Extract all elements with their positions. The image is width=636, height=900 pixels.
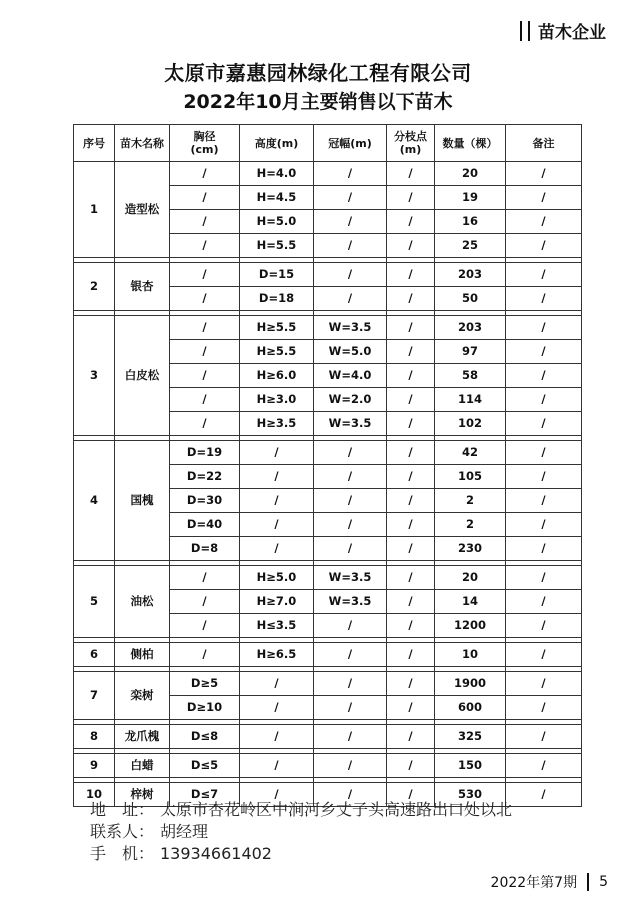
row-number: 10 xyxy=(74,783,115,807)
row-number: 3 xyxy=(74,316,115,436)
remark-cell: / xyxy=(506,537,582,561)
height-cell: H=5.0 xyxy=(240,210,314,234)
branch-point-cell: / xyxy=(387,210,435,234)
height-cell: H≥5.5 xyxy=(240,340,314,364)
branch-point-cell: / xyxy=(387,287,435,311)
crown-cell: W=3.5 xyxy=(314,590,387,614)
dbh-cell: / xyxy=(170,412,240,436)
crown-cell: / xyxy=(314,186,387,210)
phone-value: 13934661402 xyxy=(160,844,272,863)
seedling-name: 油松 xyxy=(115,566,170,638)
dbh-cell: / xyxy=(170,287,240,311)
height-cell: H≥5.0 xyxy=(240,566,314,590)
quantity-cell: 150 xyxy=(435,754,506,778)
address-label: 地 址： xyxy=(90,800,155,819)
quantity-cell: 20 xyxy=(435,566,506,590)
remark-cell: / xyxy=(506,696,582,720)
branch-point-cell: / xyxy=(387,513,435,537)
crown-cell: W=4.0 xyxy=(314,364,387,388)
remark-cell: / xyxy=(506,210,582,234)
branch-point-cell: / xyxy=(387,465,435,489)
crown-cell: / xyxy=(314,513,387,537)
dbh-cell: D=19 xyxy=(170,441,240,465)
section-tag-label: 苗木企业 xyxy=(538,23,606,43)
col-header: 高度(m) xyxy=(240,125,314,162)
contact-person-line xyxy=(90,819,208,842)
quantity-cell: 58 xyxy=(435,364,506,388)
crown-cell: / xyxy=(314,234,387,258)
crown-cell: W=5.0 xyxy=(314,340,387,364)
height-cell: / xyxy=(240,513,314,537)
branch-point-cell: / xyxy=(387,754,435,778)
remark-cell: / xyxy=(506,340,582,364)
quantity-cell: 230 xyxy=(435,537,506,561)
table-row xyxy=(74,316,582,340)
col-header: 序号 xyxy=(74,125,115,162)
dbh-cell: / xyxy=(170,388,240,412)
company-title: 太原市嘉惠园林绿化工程有限公司 xyxy=(164,61,472,85)
crown-cell: / xyxy=(314,465,387,489)
height-cell: H=4.0 xyxy=(240,162,314,186)
remark-cell: / xyxy=(506,614,582,638)
remark-cell: / xyxy=(506,513,582,537)
quantity-cell: 600 xyxy=(435,696,506,720)
crown-cell: / xyxy=(314,287,387,311)
remark-cell: / xyxy=(506,263,582,287)
remark-cell: / xyxy=(506,489,582,513)
dbh-cell: / xyxy=(170,186,240,210)
quantity-cell: 1200 xyxy=(435,614,506,638)
height-cell: / xyxy=(240,489,314,513)
dbh-cell: / xyxy=(170,210,240,234)
quantity-cell: 105 xyxy=(435,465,506,489)
dbh-cell: D=22 xyxy=(170,465,240,489)
address-line xyxy=(90,797,512,820)
seedling-name: 龙爪槐 xyxy=(115,725,170,749)
dbh-cell: / xyxy=(170,162,240,186)
quantity-cell: 325 xyxy=(435,725,506,749)
remark-cell: / xyxy=(506,643,582,667)
remark-cell: / xyxy=(506,754,582,778)
remark-cell: / xyxy=(506,388,582,412)
remark-cell: / xyxy=(506,590,582,614)
crown-cell: / xyxy=(314,537,387,561)
sales-subtitle: 2022年10月主要销售以下苗木 xyxy=(183,91,453,113)
quantity-cell: 10 xyxy=(435,643,506,667)
row-number: 4 xyxy=(74,441,115,561)
quantity-cell: 50 xyxy=(435,287,506,311)
remark-cell: / xyxy=(506,316,582,340)
quantity-cell: 203 xyxy=(435,263,506,287)
crown-cell: / xyxy=(314,754,387,778)
crown-cell: / xyxy=(314,210,387,234)
crown-cell: / xyxy=(314,696,387,720)
height-cell: H=4.5 xyxy=(240,186,314,210)
quantity-cell: 19 xyxy=(435,186,506,210)
phone-line xyxy=(90,841,272,864)
row-number: 2 xyxy=(74,263,115,311)
table-row xyxy=(74,441,582,465)
col-header: 数量（棵） xyxy=(435,125,506,162)
branch-point-cell: / xyxy=(387,783,435,807)
col-header: 冠幅(m) xyxy=(314,125,387,162)
phone-label: 手 机： xyxy=(90,844,155,863)
height-cell: H≤3.5 xyxy=(240,614,314,638)
dbh-cell: D=40 xyxy=(170,513,240,537)
remark-cell: / xyxy=(506,234,582,258)
branch-point-cell: / xyxy=(387,590,435,614)
seedling-name: 国槐 xyxy=(115,441,170,561)
height-cell: H≥7.0 xyxy=(240,590,314,614)
height-cell: / xyxy=(240,672,314,696)
quantity-cell: 2 xyxy=(435,489,506,513)
remark-cell: / xyxy=(506,412,582,436)
branch-point-cell: / xyxy=(387,441,435,465)
branch-point-cell: / xyxy=(387,672,435,696)
height-cell: / xyxy=(240,725,314,749)
remark-cell: / xyxy=(506,465,582,489)
dbh-cell: / xyxy=(170,614,240,638)
quantity-cell: 1900 xyxy=(435,672,506,696)
dbh-cell: / xyxy=(170,643,240,667)
remark-cell: / xyxy=(506,672,582,696)
height-cell: H≥3.5 xyxy=(240,412,314,436)
dbh-cell: / xyxy=(170,263,240,287)
table-header-row xyxy=(74,125,582,162)
quantity-cell: 114 xyxy=(435,388,506,412)
height-cell: H≥6.5 xyxy=(240,643,314,667)
quantity-cell: 14 xyxy=(435,590,506,614)
quantity-cell: 530 xyxy=(435,783,506,807)
row-number: 8 xyxy=(74,725,115,749)
seedling-table xyxy=(73,124,582,807)
quantity-cell: 102 xyxy=(435,412,506,436)
dbh-cell: / xyxy=(170,590,240,614)
page-footer xyxy=(491,872,608,892)
dbh-cell: / xyxy=(170,340,240,364)
dbh-cell: D=30 xyxy=(170,489,240,513)
branch-point-cell: / xyxy=(387,186,435,210)
seedling-name: 梓树 xyxy=(115,783,170,807)
row-number: 5 xyxy=(74,566,115,638)
remark-cell: / xyxy=(506,162,582,186)
height-cell: H=5.5 xyxy=(240,234,314,258)
branch-point-cell: / xyxy=(387,412,435,436)
person-label: 联系人： xyxy=(90,822,155,841)
branch-point-cell: / xyxy=(387,364,435,388)
table-row xyxy=(74,263,582,287)
height-cell: H≥3.0 xyxy=(240,388,314,412)
quantity-cell: 97 xyxy=(435,340,506,364)
remark-cell: / xyxy=(506,364,582,388)
quantity-cell: 2 xyxy=(435,513,506,537)
dbh-cell: / xyxy=(170,364,240,388)
row-number: 1 xyxy=(74,162,115,258)
double-bar-icon xyxy=(520,21,530,41)
crown-cell: W=3.5 xyxy=(314,316,387,340)
quantity-cell: 16 xyxy=(435,210,506,234)
branch-point-cell: / xyxy=(387,725,435,749)
table-row xyxy=(74,754,582,778)
remark-cell: / xyxy=(506,566,582,590)
remark-cell: / xyxy=(506,287,582,311)
crown-cell: W=3.5 xyxy=(314,566,387,590)
branch-point-cell: / xyxy=(387,340,435,364)
crown-cell: / xyxy=(314,672,387,696)
height-cell: H≥5.5 xyxy=(240,316,314,340)
crown-cell: / xyxy=(314,489,387,513)
branch-point-cell: / xyxy=(387,234,435,258)
dbh-cell: D≥10 xyxy=(170,696,240,720)
branch-point-cell: / xyxy=(387,614,435,638)
branch-point-cell: / xyxy=(387,489,435,513)
seedling-name: 白皮松 xyxy=(115,316,170,436)
col-header: 苗木名称 xyxy=(115,125,170,162)
page-number: 5 xyxy=(599,874,608,890)
row-number: 9 xyxy=(74,754,115,778)
branch-point-cell: / xyxy=(387,537,435,561)
dbh-cell: D=8 xyxy=(170,537,240,561)
height-cell: / xyxy=(240,754,314,778)
crown-cell: / xyxy=(314,614,387,638)
crown-cell: / xyxy=(314,441,387,465)
quantity-cell: 203 xyxy=(435,316,506,340)
issue-number: 2022年第7期 xyxy=(490,875,578,891)
branch-point-cell: / xyxy=(387,566,435,590)
branch-point-cell: / xyxy=(387,643,435,667)
quantity-cell: 20 xyxy=(435,162,506,186)
address-value: 太原市杏花岭区中涧河乡丈子头高速路出口处以北 xyxy=(160,800,513,819)
height-cell: / xyxy=(240,537,314,561)
remark-cell: / xyxy=(506,441,582,465)
seedling-name: 银杏 xyxy=(115,263,170,311)
seedling-name: 造型松 xyxy=(115,162,170,258)
height-cell: / xyxy=(240,783,314,807)
dbh-cell: / xyxy=(170,566,240,590)
table-row xyxy=(74,643,582,667)
person-value: 胡经理 xyxy=(160,822,209,841)
dbh-cell: D≤7 xyxy=(170,783,240,807)
dbh-cell: / xyxy=(170,234,240,258)
branch-point-cell: / xyxy=(387,316,435,340)
branch-point-cell: / xyxy=(387,388,435,412)
quantity-cell: 42 xyxy=(435,441,506,465)
crown-cell: / xyxy=(314,783,387,807)
remark-cell: / xyxy=(506,186,582,210)
height-cell: / xyxy=(240,441,314,465)
height-cell: / xyxy=(240,696,314,720)
dbh-cell: / xyxy=(170,316,240,340)
crown-cell: W=3.5 xyxy=(314,412,387,436)
remark-cell: / xyxy=(506,725,582,749)
dbh-cell: D≤5 xyxy=(170,754,240,778)
quantity-cell: 25 xyxy=(435,234,506,258)
seedling-name: 侧柏 xyxy=(115,643,170,667)
col-header: 备注 xyxy=(506,125,582,162)
height-cell: D=15 xyxy=(240,263,314,287)
row-number: 6 xyxy=(74,643,115,667)
height-cell: H≥6.0 xyxy=(240,364,314,388)
row-number: 7 xyxy=(74,672,115,720)
remark-cell: / xyxy=(506,783,582,807)
crown-cell: W=2.0 xyxy=(314,388,387,412)
footer-divider xyxy=(587,873,589,891)
seedling-name: 栾树 xyxy=(115,672,170,720)
crown-cell: / xyxy=(314,162,387,186)
crown-cell: / xyxy=(314,725,387,749)
seedling-name: 白蜡 xyxy=(115,754,170,778)
section-tag xyxy=(520,18,606,43)
branch-point-cell: / xyxy=(387,263,435,287)
dbh-cell: D≥5 xyxy=(170,672,240,696)
branch-point-cell: / xyxy=(387,696,435,720)
col-header: 分枝点 (m) xyxy=(387,125,435,162)
height-cell: D=18 xyxy=(240,287,314,311)
branch-point-cell: / xyxy=(387,162,435,186)
crown-cell: / xyxy=(314,643,387,667)
table-row xyxy=(74,566,582,590)
col-header: 胸径 (cm) xyxy=(170,125,240,162)
table-row xyxy=(74,672,582,696)
dbh-cell: D≤8 xyxy=(170,725,240,749)
table-row xyxy=(74,725,582,749)
height-cell: / xyxy=(240,465,314,489)
crown-cell: / xyxy=(314,263,387,287)
table-row xyxy=(74,162,582,186)
